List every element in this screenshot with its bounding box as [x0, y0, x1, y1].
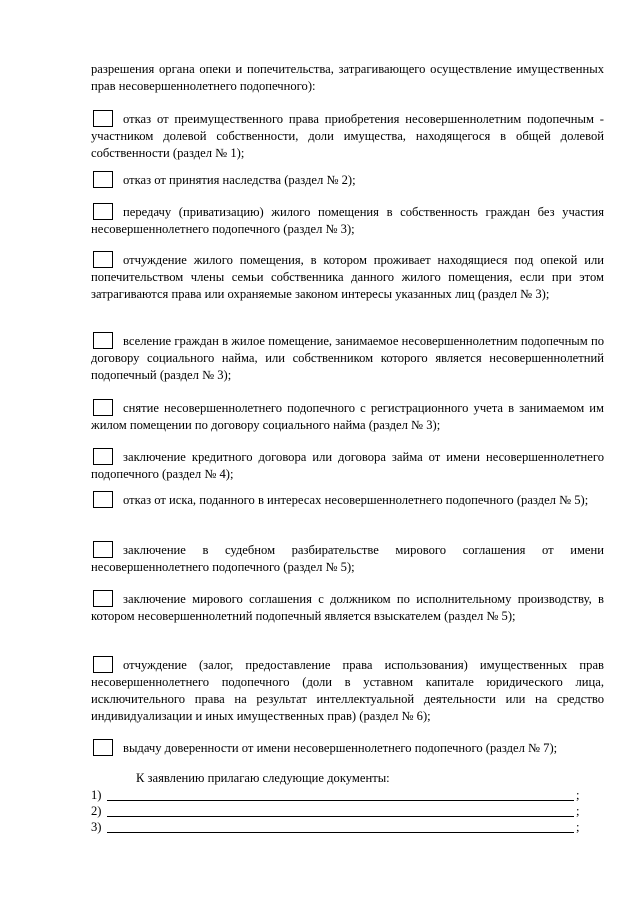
- line-end: ;: [576, 788, 580, 802]
- checkbox[interactable]: [93, 203, 113, 220]
- checkbox[interactable]: [93, 656, 113, 673]
- line-number: 3): [91, 820, 102, 834]
- fill-in-line[interactable]: [107, 800, 574, 801]
- document-line: [91, 819, 583, 836]
- checkbox[interactable]: [93, 110, 113, 127]
- option-text: отказ от преимущественного права приобретения несовершеннолетним подопечным - участником долевой собственности, доли имущества, находящегося в общей долевой собственности (раздел № 1);: [91, 112, 604, 160]
- checkbox[interactable]: [93, 332, 113, 349]
- line-number: 2): [91, 804, 102, 818]
- checkbox[interactable]: [93, 399, 113, 416]
- option-item: [91, 332, 604, 384]
- checkbox[interactable]: [93, 171, 113, 188]
- fill-in-line[interactable]: [107, 832, 574, 833]
- document-line: [91, 803, 583, 820]
- option-item: [91, 110, 604, 162]
- option-item: [91, 203, 604, 238]
- fill-in-line[interactable]: [107, 816, 574, 817]
- intro-paragraph: разрешения органа опеки и попечительства, затрагивающего осуществление имущественных прав несовершеннолетнего подопечного):: [91, 62, 604, 93]
- checkbox[interactable]: [93, 448, 113, 465]
- checkbox[interactable]: [93, 739, 113, 756]
- option-text: вселение граждан в жилое помещение, занимаемое несовершеннолетним подопечным по договору социального найма, или собственником которого является несовершеннолетний подопечный (раздел № 3);: [91, 334, 604, 382]
- checkbox[interactable]: [93, 590, 113, 607]
- option-item: [91, 251, 604, 303]
- option-text: отказ от принятия наследства (раздел № 2);: [123, 173, 356, 187]
- line-number: 1): [91, 788, 102, 802]
- option-item: [91, 171, 604, 189]
- option-text: выдачу доверенности от имени несовершеннолетнего подопечного (раздел № 7);: [123, 741, 558, 755]
- option-text: снятие несовершеннолетнего подопечного с регистрационного учета в занимаемом им жилом помещении по договору социального найма (раздел № 3);: [91, 401, 604, 432]
- option-text: заключение кредитного договора или договора займа от имени несовершеннолетнего подопечного (раздел № 4);: [91, 450, 604, 481]
- option-item: [91, 399, 604, 434]
- document-line: [91, 787, 583, 804]
- checkbox[interactable]: [93, 491, 113, 508]
- checkbox[interactable]: [93, 541, 113, 558]
- attachments-heading: К заявлению прилагаю следующие документы:: [136, 771, 390, 785]
- option-text: заключение мирового соглашения с должником по исполнительному производству, в котором несовершеннолетний подопечный является взыскателем (раздел № 5);: [91, 592, 604, 623]
- option-text: отчуждение (залог, предоставление права использования) имущественных прав несовершеннолетнего подопечного (доли в уставном капитале юридического лица, исключительного права на результат интеллектуальной деятельности или на средство индивидуализации и иных имущественных прав) (раздел № 6);: [91, 658, 604, 723]
- option-text: передачу (приватизацию) жилого помещения в собственность граждан без участия несовершеннолетнего подопечного (раздел № 3);: [91, 205, 604, 236]
- option-item: [91, 739, 604, 757]
- checkbox[interactable]: [93, 251, 113, 268]
- option-text: отказ от иска, поданного в интересах несовершеннолетнего подопечного (раздел № 5);: [123, 493, 589, 507]
- option-item: [91, 491, 604, 509]
- option-text: отчуждение жилого помещения, в котором проживает находящиеся под опекой или попечительством члены семьи собственника данного жилого помещения, если при этом затрагиваются права или охраняемые законом интересы указанных лиц (раздел № 3);: [91, 253, 604, 301]
- option-item: [91, 656, 604, 725]
- option-text: заключение в судебном разбирательстве мирового соглашения от имени несовершеннолетнего подопечного (раздел № 5);: [91, 543, 604, 574]
- option-item: [91, 448, 604, 483]
- line-end: ;: [576, 804, 580, 818]
- option-item: [91, 590, 604, 625]
- option-item: [91, 541, 604, 576]
- line-end: ;: [576, 820, 580, 834]
